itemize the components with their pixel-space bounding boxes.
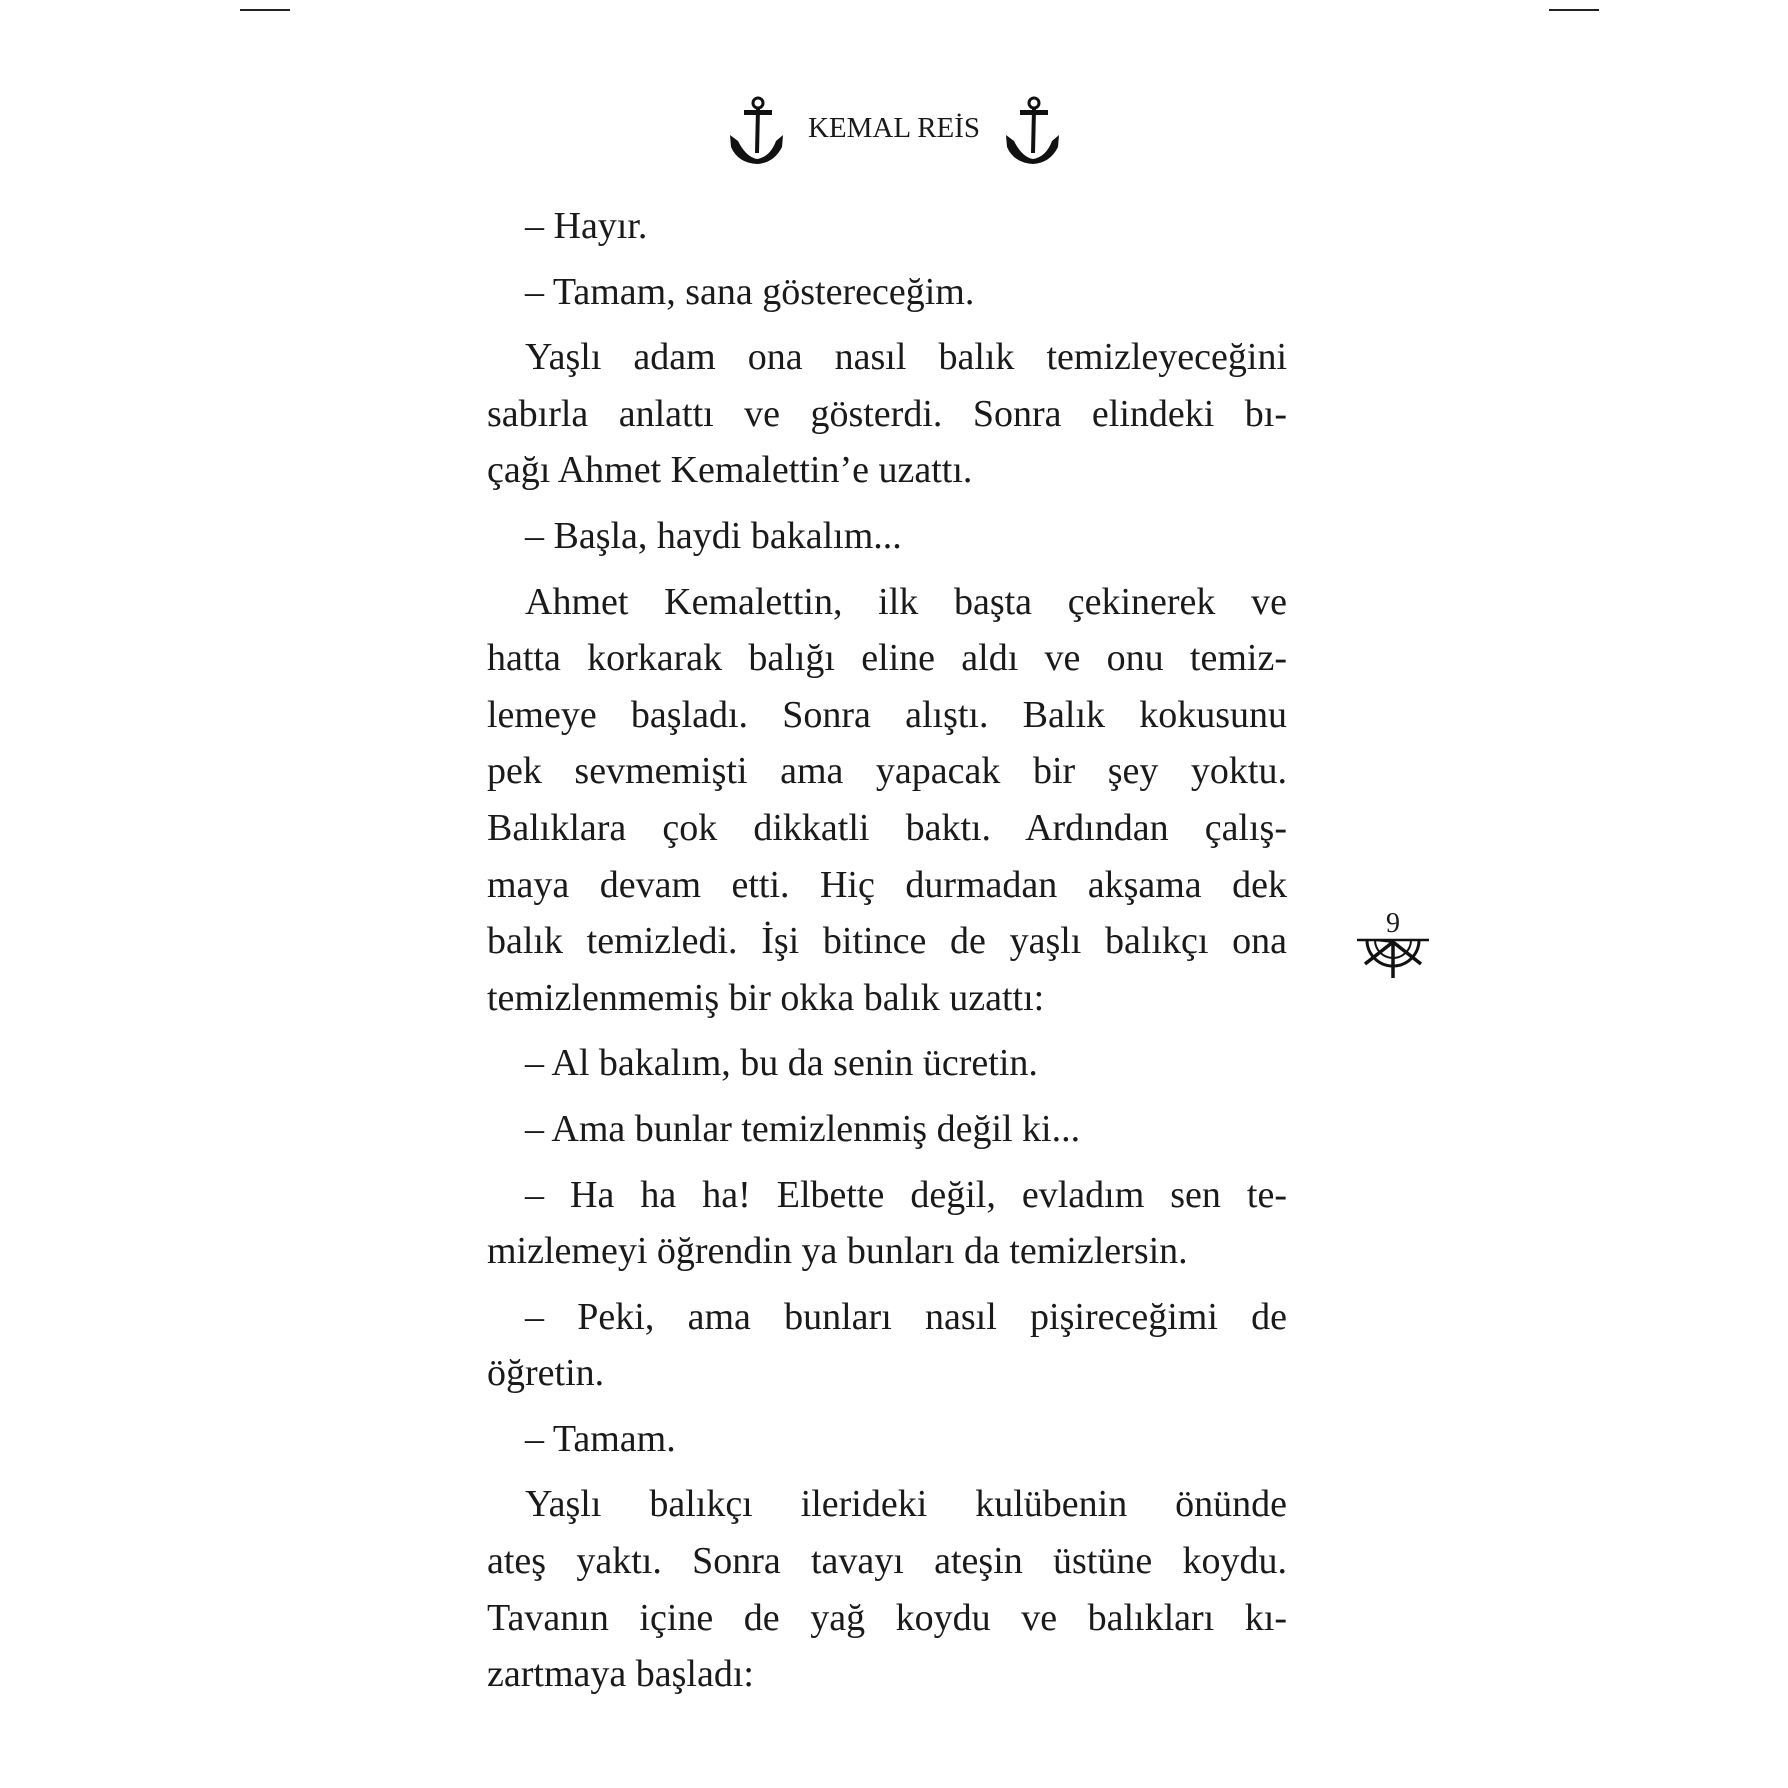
text-line: Yaşlı balıkçı ilerideki kulübenin önünde [525, 1483, 1287, 1526]
anchor-icon [726, 95, 786, 165]
text-line: Yaşlı adam ona nasıl balık temizleyeceğini [525, 336, 1287, 379]
paragraph [487, 264, 1287, 321]
header-title: KEMAL REİS [807, 111, 981, 144]
text-line: – Tamam, sana göstereceğim. [525, 270, 975, 313]
text-line: – Hayır. [525, 205, 648, 247]
paragraph [487, 574, 1287, 1027]
text-line: – Al bakalım, bu da senin ücretin. [525, 1042, 1038, 1085]
paragraph [487, 1476, 1287, 1702]
crop-mark-right [1549, 9, 1599, 11]
page-number: 9 [1386, 908, 1400, 939]
text-line: hatta korkarak balığı eline aldı ve onu temiz- [487, 637, 1287, 680]
text-line: pek sevmemişti ama yapacak bir şey yoktu. [487, 750, 1287, 793]
paragraph [487, 1411, 1287, 1468]
text-line: Tavanın içine de yağ koydu ve balıkları kı- [487, 1596, 1287, 1639]
page-number-block [1353, 910, 1433, 987]
paragraph [487, 329, 1287, 499]
text-line: – Ha ha ha! Elbette değil, evladım sen te- [525, 1173, 1287, 1216]
paragraph [487, 1101, 1287, 1158]
text-line: çağı Ahmet Kemalettin’e uzattı. [487, 449, 973, 492]
text-line: öğretin. [487, 1352, 605, 1395]
text-line: – Peki, ama bunları nasıl pişireceğimi de [525, 1295, 1287, 1338]
running-header [0, 95, 1788, 165]
text-line: – Ama bunlar temizlenmiş değil ki... [525, 1107, 1081, 1150]
paragraph [487, 198, 1287, 255]
paragraph [487, 508, 1287, 565]
paragraph [487, 1289, 1287, 1402]
text-line: sabırla anlattı ve gösterdi. Sonra elindeki bı- [487, 392, 1287, 435]
body-text [487, 198, 1287, 1712]
text-line: mizlemeyi öğrendin ya bunları da temizlersin. [487, 1230, 1188, 1273]
text-line: zartmaya başladı: [487, 1653, 754, 1696]
text-line: lemeye başladı. Sonra alıştı. Balık kokusunu [487, 693, 1287, 736]
text-line: – Başla, haydi bakalım... [525, 514, 902, 557]
text-line: maya devam etti. Hiç durmadan akşama dek [487, 863, 1287, 906]
paragraph [487, 1167, 1287, 1280]
crop-mark-left [240, 9, 290, 11]
text-line: Ahmet Kemalettin, ilk başta çekinerek ve [525, 580, 1287, 623]
paragraph [487, 1035, 1287, 1092]
text-line: temizlenmemiş bir okka balık uzattı: [487, 976, 1045, 1019]
text-line: Balıklara çok dikkatli baktı. Ardından çalış- [487, 806, 1287, 849]
ship-wheel-icon [1353, 938, 1433, 982]
text-line: ateş yaktı. Sonra tavayı ateşin üstüne koydu. [487, 1540, 1287, 1583]
anchor-icon [1002, 95, 1062, 165]
text-line: – Tamam. [525, 1417, 676, 1460]
text-line: balık temizledi. İşi bitince de yaşlı balıkçı ona [487, 920, 1287, 963]
